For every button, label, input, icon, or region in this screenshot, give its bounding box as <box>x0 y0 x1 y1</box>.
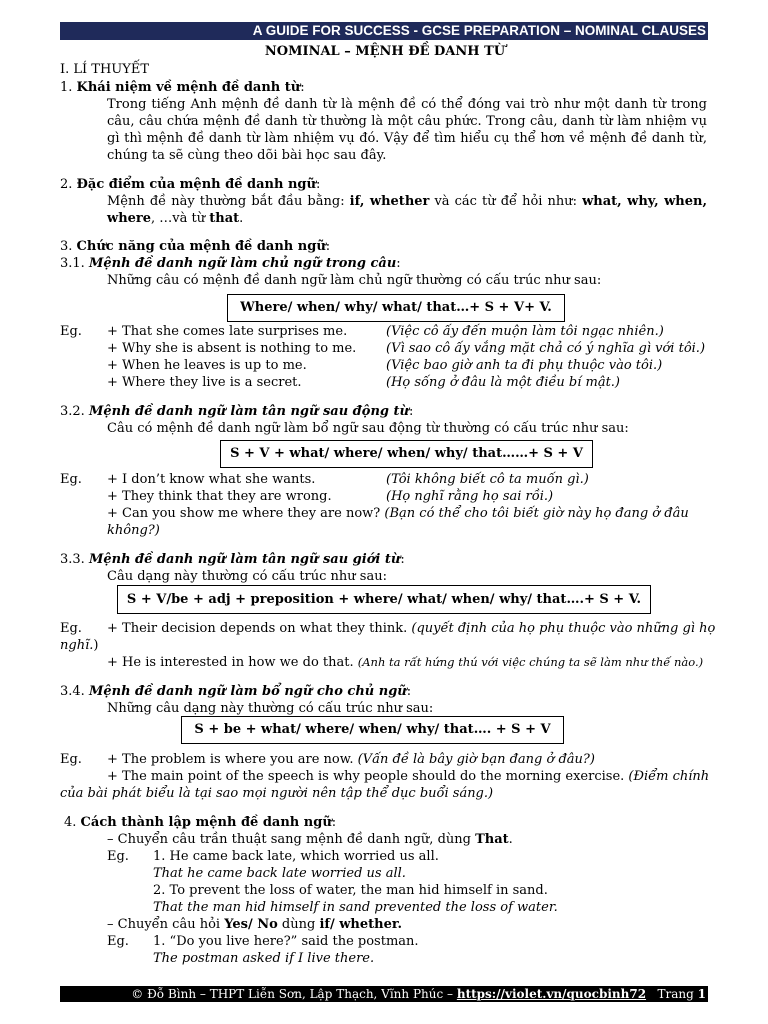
example-en: + They think that they are wrong. <box>107 489 332 504</box>
footer-bar <box>60 986 708 1002</box>
list-item: That the man hid himself in sand prevented the loss of water. <box>153 900 558 915</box>
intro-3-3: Câu dạng này thường có cấu trúc như sau: <box>107 569 387 584</box>
heading-3: 3. Chức năng của mệnh đề danh ngữ: <box>60 239 331 254</box>
heading-4-text: Cách thành lập mệnh đề danh ngữ <box>80 815 332 830</box>
example-en-vi: + Their decision depends on what they think. (quyết định của họ phụ thuộc vào những gì họ <box>107 621 716 636</box>
section-heading-theory: I. LÍ THUYẾT <box>60 62 150 77</box>
paragraph-2: Mệnh đề này thường bắt đầu bằng: if, whether và các từ để hỏi như: what, why, when, where, …và từ that. <box>107 194 707 226</box>
heading-4: 4. Cách thành lập mệnh đề danh ngữ: <box>64 815 337 830</box>
paragraph-1: Trong tiếng Anh mệnh đề danh từ là mệnh đề có thể đóng vai trò như một danh từ trong câu, câu chứa mệnh đề danh từ thường là một câu phức. Trong câu, danh từ làm nhiệm vụ gì thì mệnh đề danh từ làm nhiệm vụ đó. Vậy để tìm hiểu cụ thể hơn về mệnh đề danh từ, chúng ta sẽ cùng theo dõi bài học sau đây. <box>107 97 707 163</box>
heading-3-3: 3.3. Mệnh đề danh ngữ làm tân ngữ sau giới từ: <box>60 552 405 567</box>
example-vi: (Việc cô ấy đến muộn làm tôi ngạc nhiên.) <box>386 324 664 339</box>
eg-label-4-1: Eg. <box>107 849 129 864</box>
list-item: 2. To prevent the loss of water, the man hid himself in sand. <box>153 883 548 898</box>
example-en: + That she comes late surprises me. <box>107 324 348 339</box>
intro-3-2: Câu có mệnh đề danh ngữ làm bổ ngữ sau động từ thường có cấu trúc như sau: <box>107 421 629 436</box>
example-en: + Why she is absent is nothing to me. <box>107 341 357 356</box>
example-en: + When he leaves is up to me. <box>107 358 307 373</box>
rule-4-1: – Chuyển câu trần thuật sang mệnh đề danh ngữ, dùng That. <box>107 832 513 847</box>
page-number: 1 <box>697 987 706 1001</box>
example-vi: (Tôi không biết cô ta muốn gì.) <box>386 472 589 487</box>
intro-3-4: Những câu dạng này thường có cấu trúc như sau: <box>107 701 434 716</box>
example-en: + I don’t know what she wants. <box>107 472 316 487</box>
example-en-vi: + The problem is where you are now. (Vấn đề là bây giờ bạn đang ở đâu?) <box>107 752 595 767</box>
example-vi: (Họ nghĩ rằng họ sai rồi.) <box>386 489 554 504</box>
header-title: A GUIDE FOR SUCCESS - GCSE PREPARATION – NOMINAL CLAUSES <box>252 23 706 38</box>
example-vi-wrap: nghĩ.) <box>60 638 99 653</box>
page-label: Trang <box>657 987 698 1001</box>
formula-box-3-4: S + be + what/ where/ when/ why/ that…. + S + V <box>181 716 564 744</box>
example-en: + Where they live is a secret. <box>107 375 302 390</box>
example-vi-wrap: không?) <box>107 523 160 538</box>
eg-label-3-3: Eg. <box>60 621 82 636</box>
formula-box-3-2: S + V + what/ where/ when/ why/ that……+ S + V <box>220 440 593 468</box>
example-vi-wrap: của bài phát biểu là tại sao mọi người nên tập thể dục buổi sáng.) <box>60 786 494 801</box>
rule-4-2: – Chuyển câu hỏi Yes/ No dùng if/ whether. <box>107 917 403 932</box>
eg-label-3-2: Eg. <box>60 472 82 487</box>
example-en-vi: + He is interested in how we do that. (Anh ta rất hứng thú với việc chúng ta sẽ làm như thế nào.) <box>107 655 704 670</box>
example-en-vi: + Can you show me where they are now? (Bạn có thể cho tôi biết giờ này họ đang ở đâu <box>107 506 689 521</box>
footer-text: © Đỗ Bình – THPT Liễn Sơn, Lập Thạch, Vĩnh Phúc – <box>131 987 457 1001</box>
footer-link[interactable]: https://violet.vn/quocbinh72 <box>456 987 647 1001</box>
eg-label-3-4: Eg. <box>60 752 82 767</box>
list-item: That he came back late worried us all. <box>153 866 406 881</box>
eg-label-3-1: Eg. <box>60 324 82 339</box>
list-item: 1. He came back late, which worried us all. <box>153 849 439 864</box>
heading-1-text: Khái niệm về mệnh đề danh từ <box>76 80 301 95</box>
heading-1: 1. Khái niệm về mệnh đề danh từ: <box>60 80 305 95</box>
example-en-vi: + The main point of the speech is why people should do the morning exercise. (Điểm chính <box>107 769 710 784</box>
heading-2-text: Đặc điểm của mệnh đề danh ngữ <box>76 177 316 192</box>
list-item: The postman asked if I live there. <box>153 951 375 966</box>
document-title: NOMINAL – MỆNH ĐỀ DANH TỪ <box>264 44 506 59</box>
example-vi: (Họ sống ở đâu là một điều bí mật.) <box>386 375 621 390</box>
heading-3-1: 3.1. Mệnh đề danh ngữ làm chủ ngữ trong câu: <box>60 256 401 271</box>
list-item: 1. “Do you live here?” said the postman. <box>153 934 419 949</box>
heading-3-text: Chức năng của mệnh đề danh ngữ <box>76 239 326 254</box>
formula-box-3-3: S + V/be + adj + preposition + where/ what/ when/ why/ that….+ S + V. <box>117 585 651 614</box>
heading-2: 2. Đặc điểm của mệnh đề danh ngữ: <box>60 177 321 192</box>
eg-label-4-2: Eg. <box>107 934 129 949</box>
formula-box-3-1: Where/ when/ why/ what/ that…+ S + V+ V. <box>227 294 565 322</box>
example-vi: (Việc bao giờ anh ta đi phụ thuộc vào tôi.) <box>386 358 663 373</box>
heading-3-2: 3.2. Mệnh đề danh ngữ làm tân ngữ sau động từ: <box>60 404 414 419</box>
intro-3-1: Những câu có mệnh đề danh ngữ làm chủ ngữ thường có cấu trúc như sau: <box>107 273 602 288</box>
heading-3-4: 3.4. Mệnh đề danh ngữ làm bổ ngữ cho chủ ngữ: <box>60 684 412 699</box>
header-bar <box>60 22 708 40</box>
example-vi: (Vì sao cô ấy vắng mặt chả có ý nghĩa gì với tôi.) <box>386 341 706 356</box>
